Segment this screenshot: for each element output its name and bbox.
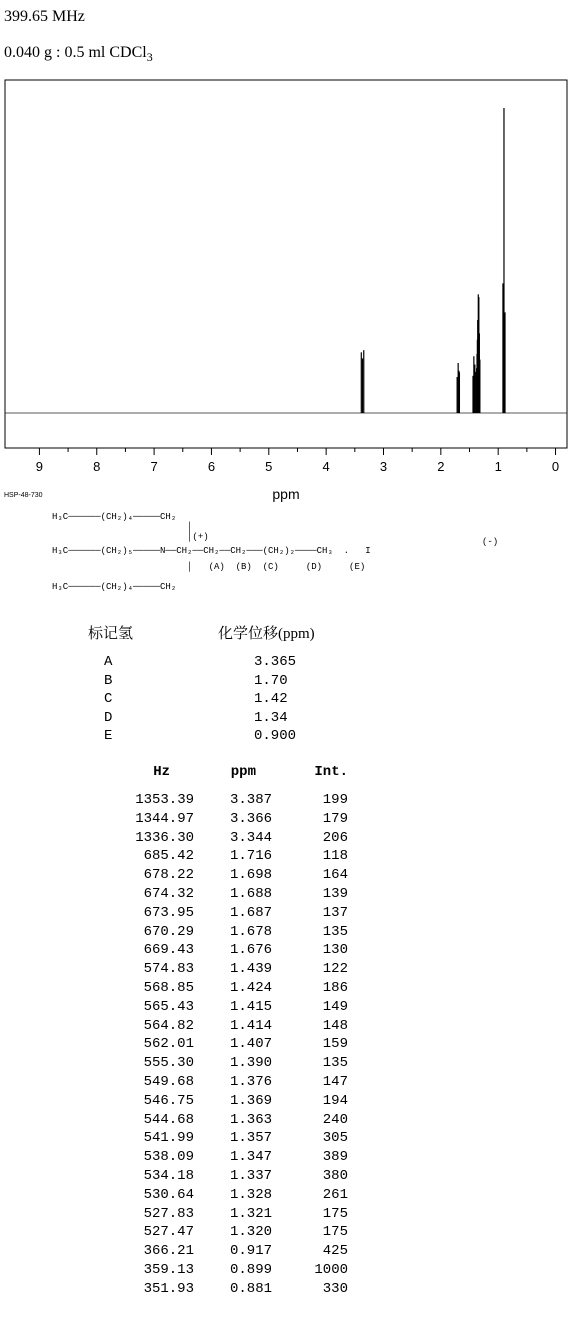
peak-table-cell: 546.75 — [143, 1092, 194, 1109]
assignment-label: B — [104, 672, 113, 689]
x-tick-label: 3 — [379, 459, 388, 474]
peak-table-cell: 673.95 — [143, 904, 194, 921]
sample-subscript: 3 — [146, 50, 153, 65]
peak-table-cell: 1336.30 — [135, 829, 194, 846]
structure-line: │(+) — [52, 532, 209, 542]
peak-table-cell: 1.424 — [229, 980, 272, 996]
assignment-shift-header: 化学位移(ppm) — [218, 626, 315, 642]
peak-table-cell: 1.414 — [229, 1017, 272, 1034]
peak-table-cell: 1.363 — [229, 1111, 272, 1128]
x-tick-label: 1 — [494, 459, 502, 474]
assignment-shift: 3.365 — [254, 654, 297, 670]
x-tick-label: 8 — [93, 459, 101, 474]
peak-table-cell: 1.716 — [229, 848, 272, 865]
peak-table-cell: 147 — [322, 1074, 348, 1090]
x-tick-label: 7 — [150, 459, 158, 474]
peak-table-cell: 1.337 — [229, 1168, 272, 1184]
peak-table-cell: 1353.39 — [135, 792, 194, 808]
peak-table-header: Int. — [314, 764, 348, 780]
spectrum-id: HSP-48-730 — [4, 492, 43, 499]
peak-table-cell: 669.43 — [143, 942, 194, 959]
peak-table-cell: 527.83 — [143, 1205, 194, 1222]
peak-table-cell: 240 — [322, 1111, 348, 1128]
peak-table-cell: 148 — [322, 1017, 348, 1034]
peak-table-cell: 530.64 — [143, 1186, 194, 1203]
peak-table-cell: 568.85 — [143, 980, 194, 996]
peak-table-cell: 1.407 — [229, 1036, 272, 1053]
peak-table-cell: 555.30 — [143, 1055, 194, 1072]
peak-table-cell: 380 — [322, 1168, 348, 1184]
peak-table-cell: 149 — [322, 998, 348, 1015]
spectrum-peaks — [361, 108, 505, 413]
assignment-label: D — [104, 709, 113, 726]
peak-table-cell: 261 — [322, 1186, 348, 1203]
peak-table-cell: 359.13 — [143, 1262, 194, 1278]
x-tick-label: 5 — [265, 459, 273, 474]
peak-table-cell: 538.09 — [143, 1149, 194, 1166]
assignment-shift: 1.34 — [254, 709, 288, 726]
peak-table-cell: 135 — [322, 923, 348, 940]
peak-table-cell: 541.99 — [143, 1130, 194, 1147]
peak-table-cell: 1.347 — [229, 1149, 272, 1166]
assignment-shift: 1.70 — [254, 672, 288, 689]
peak-table-cell: 1.687 — [229, 904, 272, 921]
peak-table-cell: 1000 — [314, 1262, 348, 1278]
peak-table-cell: 1.439 — [229, 961, 272, 978]
peak-table-cell: 179 — [322, 810, 348, 827]
peak-table-cell: 1.698 — [229, 867, 272, 884]
peak-table-cell: 194 — [322, 1092, 348, 1109]
peak-table-cell: 670.29 — [143, 923, 194, 940]
peak-table-cell: 199 — [322, 792, 348, 808]
peak-table-cell: 351.93 — [143, 1280, 194, 1297]
structure-line: H₃C──────(CH₂)₄─────CH₂ — [52, 512, 177, 522]
peak-table-cell: 544.68 — [143, 1111, 194, 1128]
peak-table-cell: 206 — [322, 829, 348, 846]
peak-table-cell: 1.678 — [229, 923, 272, 940]
assignment-label: E — [104, 728, 113, 744]
peak-table-cell: 574.83 — [143, 961, 194, 978]
peak-table-cell: 0.899 — [229, 1262, 272, 1278]
structure-line: H₃C──────(CH₂)₄─────CH₂ — [52, 582, 177, 592]
x-axis-ticks — [36, 448, 559, 474]
peak-table-cell: 389 — [322, 1149, 348, 1166]
structure-line: │ — [52, 522, 193, 532]
peak-table-cell: 564.82 — [143, 1017, 194, 1034]
peak-table-cell: 135 — [322, 1055, 348, 1072]
structure-line: │ (A) (B) (C) (D) (E) — [52, 562, 366, 572]
peak-table-cell: 3.366 — [229, 810, 272, 827]
peak-table-cell: 366.21 — [143, 1243, 194, 1260]
peak-table-cell: 122 — [322, 961, 348, 978]
peak-table-header: Hz — [153, 764, 170, 780]
assignment-shift: 1.42 — [254, 691, 288, 707]
peak-table-cell: 3.344 — [229, 829, 272, 846]
peak-table-cell: 565.43 — [143, 998, 194, 1015]
peak-table-cell: 139 — [322, 886, 348, 902]
peak-table-cell: 1.369 — [229, 1092, 272, 1109]
assignment-label: C — [104, 691, 113, 707]
peak-table-cell: 1.390 — [229, 1055, 272, 1072]
assignment-shift: 0.900 — [254, 728, 297, 744]
peak-table-cell: 130 — [322, 942, 348, 959]
peak-table-cell: 186 — [322, 980, 348, 996]
peak-table-cell: 674.32 — [143, 886, 194, 902]
peak-table-cell: 562.01 — [143, 1036, 194, 1053]
peak-table-cell: 137 — [322, 904, 348, 921]
x-tick-label: 6 — [207, 459, 216, 474]
x-tick-label: 9 — [35, 459, 44, 474]
peak-table-cell: 1344.97 — [135, 810, 194, 827]
peak-table-cell: 3.387 — [229, 792, 272, 808]
peak-table-cell: 330 — [322, 1280, 348, 1297]
peak-table-cell: 1.320 — [229, 1224, 272, 1241]
peak-table-cell: 425 — [322, 1243, 348, 1260]
peak-table-cell: 527.47 — [143, 1224, 194, 1241]
peak-table-cell: 678.22 — [143, 867, 194, 884]
peak-table-cell: 1.376 — [229, 1074, 272, 1090]
spectrometer-frequency: 399.65 MHz — [4, 8, 85, 25]
plot-frame — [5, 80, 567, 448]
peak-table-cell: 1.688 — [229, 886, 272, 902]
peak-table-cell: 1.321 — [229, 1205, 272, 1222]
anion-charge: (-) — [482, 537, 499, 547]
peak-table-cell: 534.18 — [143, 1168, 194, 1184]
peak-table-header: ppm — [230, 764, 256, 780]
peak-table-cell: 175 — [322, 1205, 348, 1222]
x-tick-label: 4 — [322, 459, 330, 474]
peak-table-cell: 1.357 — [229, 1130, 272, 1147]
x-tick-label: 2 — [437, 459, 445, 474]
assignment-label: A — [104, 654, 113, 670]
peak-table-cell: 1.676 — [229, 942, 272, 959]
peak-table-cell: 164 — [322, 867, 348, 884]
peak-table-cell: 305 — [322, 1130, 348, 1147]
peak-table-cell: 1.328 — [229, 1186, 272, 1203]
peak-table-cell: 0.881 — [229, 1280, 272, 1297]
structure-line: H₃C──────(CH₂)₅─────N──CH₂──CH₂──CH₂───(CH₂)₂────CH₃ . I — [52, 546, 371, 556]
peak-table-cell: 1.415 — [229, 998, 272, 1015]
sample-text: 0.040 g : 0.5 ml CDCl — [4, 44, 147, 61]
peak-table-cell: 175 — [322, 1224, 348, 1241]
peak-table-cell: 685.42 — [143, 848, 194, 865]
peak-table-cell: 118 — [322, 848, 348, 865]
assignment-label-header: 标记氢 — [88, 626, 134, 642]
peak-table-cell: 549.68 — [143, 1074, 194, 1090]
peak-table-cell: 159 — [322, 1036, 348, 1053]
peak-table-cell: 0.917 — [229, 1243, 272, 1260]
x-tick-label: 0 — [551, 459, 560, 474]
x-axis-label: ppm — [272, 486, 300, 502]
